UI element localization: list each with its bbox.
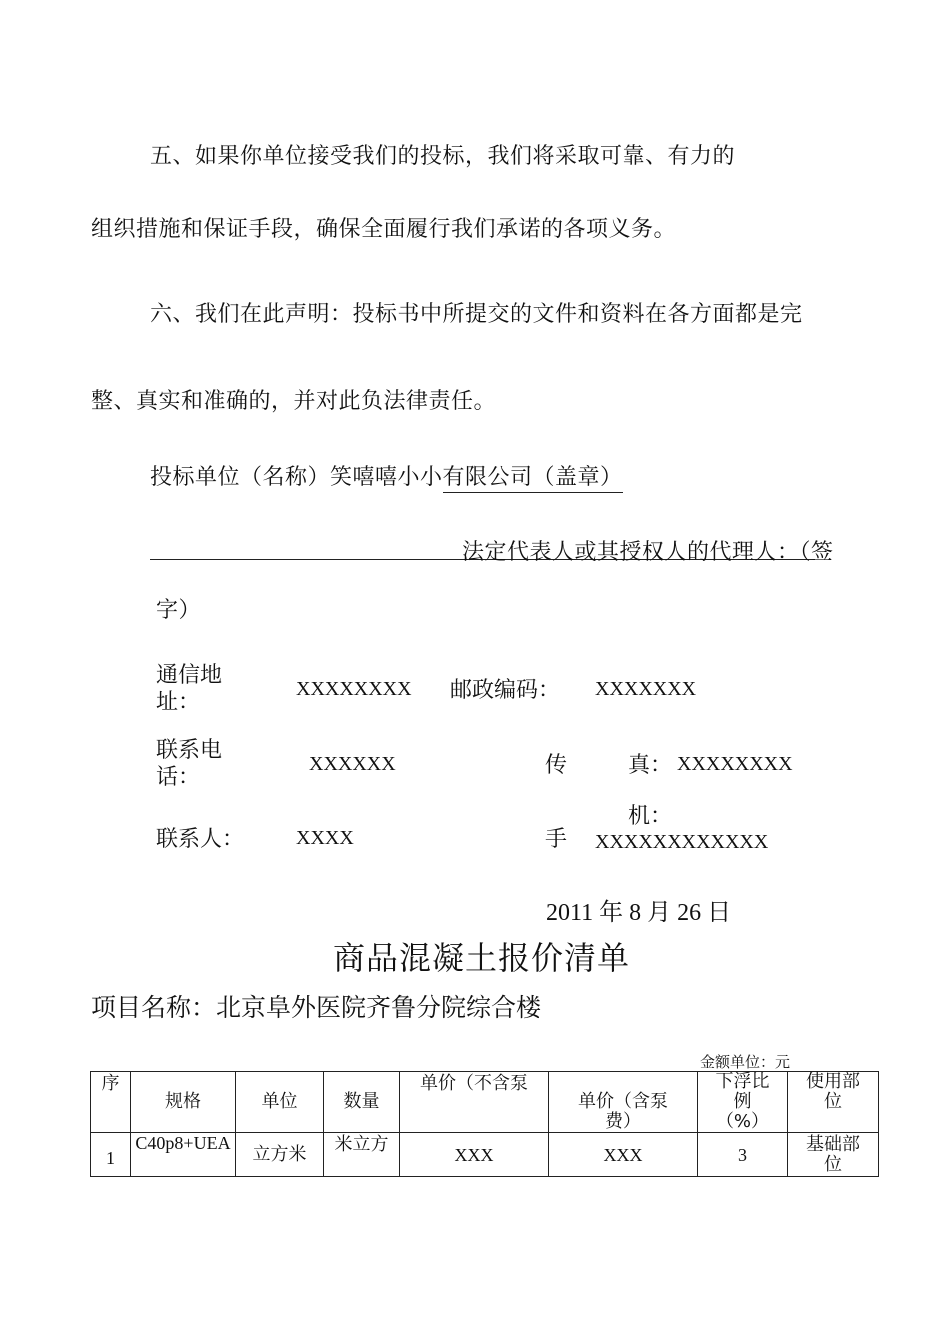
clause-six-line1: 六、我们在此声明：投标书中所提交的文件和资料在各方面都是完 (150, 302, 803, 327)
table-row (91, 1133, 879, 1177)
fax-label-b: 真： (628, 753, 673, 778)
header-no: 序 (91, 1072, 131, 1133)
cell-price-pump: XXX (549, 1133, 698, 1177)
clause-six-line2: 整、真实和准确的，并对此负法律责任。 (91, 389, 497, 414)
company-stamp: 有限公司（盖章） (443, 465, 623, 493)
postcode-value: XXXXXXX (595, 678, 697, 700)
mobile-label-a: 手 (545, 827, 568, 852)
address-value: XXXXXXXX (296, 678, 412, 700)
table-header-row (91, 1072, 879, 1133)
project-name: 项目名称：北京阜外医院齐鲁分院综合楼 (91, 993, 542, 1022)
header-spec: 规格 (131, 1072, 236, 1133)
amount-unit: 金额单位：元 (700, 1053, 791, 1071)
representative-label-cont: 字） (156, 598, 202, 623)
bidder-prefix: 投标单位（名称）笑嘻嘻小小 (150, 465, 443, 490)
fax-label-a: 传 (545, 753, 568, 778)
fax-value: XXXXXXXX (677, 753, 793, 775)
phone-value: XXXXXX (309, 753, 396, 775)
header-qty: 数量 (324, 1072, 400, 1133)
cell-unit: 立方米 (236, 1133, 324, 1177)
quote-title: 商品混凝土报价清单 (333, 939, 631, 977)
cell-discount: 3 (698, 1133, 788, 1177)
cell-price-no-pump: XXX (400, 1133, 549, 1177)
mobile-label-b: 机： (628, 804, 673, 829)
cell-no: 1 (91, 1133, 131, 1177)
representative-label: 法定代表人或其授权人的代理人：（签 (462, 540, 834, 565)
bidder-line (150, 460, 623, 491)
cell-location: 基础部位 (788, 1133, 879, 1177)
clause-five-line2: 组织措施和保证手段，确保全面履行我们承诺的各项义务。 (91, 217, 677, 242)
cell-qty: 米立方 (324, 1133, 400, 1177)
phone-label: 联系电 话： (156, 738, 223, 790)
header-location: 使用部位 (788, 1072, 879, 1133)
cell-spec: C40p8+UEA (131, 1133, 236, 1177)
address-label: 通信地 址： (156, 663, 223, 715)
quote-table (90, 1071, 879, 1177)
mobile-value: XXXXXXXXXXXX (595, 831, 769, 853)
header-price-pump: 单价（含泵费） (549, 1072, 698, 1133)
header-price-no-pump: 单价（不含泵 (400, 1072, 549, 1133)
postcode-label: 邮政编码： (450, 678, 561, 703)
header-unit: 单位 (236, 1072, 324, 1133)
contact-person-value: XXXX (296, 827, 354, 849)
contact-person-label: 联系人： (156, 827, 245, 852)
header-discount: 下浮比例（%） (698, 1072, 788, 1133)
clause-five-line1: 五、如果你单位接受我们的投标，我们将采取可靠、有力的 (150, 144, 736, 169)
date: 2011 年 8 月 26 日 (546, 900, 732, 926)
